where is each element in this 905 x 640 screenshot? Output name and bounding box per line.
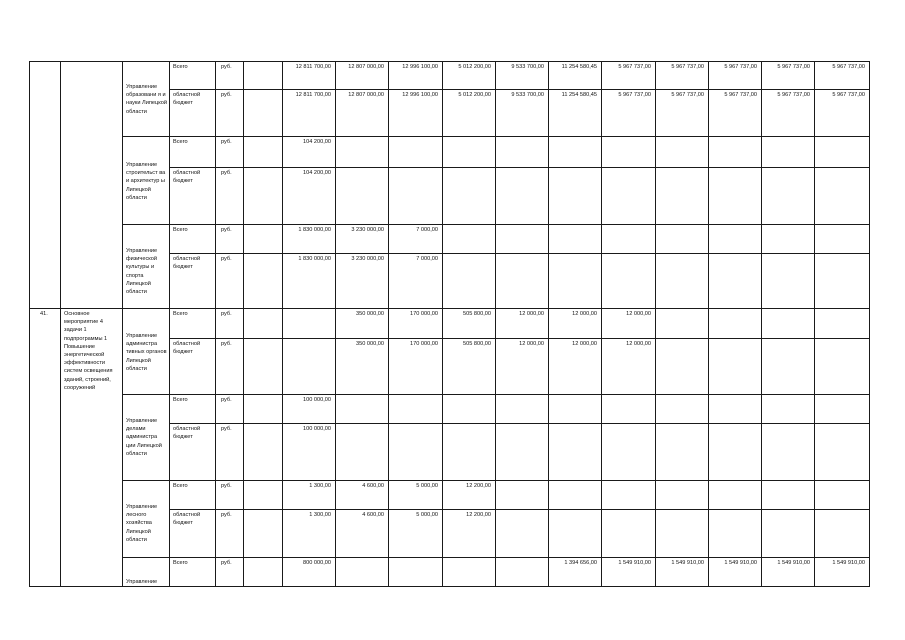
- amount-cell: 505 800,00: [463, 341, 491, 347]
- amount-cell: 5 967 737,00: [832, 64, 865, 70]
- row-divider: [169, 509, 870, 510]
- source-total: Всего: [173, 311, 188, 317]
- amount-cell: 12 200,00: [466, 512, 491, 518]
- measure-description: Основное мероприятие 4 задачи 1 подпрограммы 1 Повышение энергетической эффективности систем освещения зданий, строений, сооружений: [64, 311, 113, 391]
- amount-cell: 5 967 737,00: [618, 64, 651, 70]
- column-divider: [169, 61, 170, 586]
- amount-cell: 11 254 580,45: [561, 64, 597, 70]
- amount-cell: 1 549 910,00: [671, 560, 704, 566]
- row-divider: [169, 167, 870, 168]
- amount-cell: 12 000,00: [572, 311, 597, 317]
- units-label: руб.: [221, 512, 232, 518]
- units-label: руб.: [221, 139, 232, 145]
- row-divider: [169, 89, 870, 90]
- amount-cell: 5 000,00: [416, 512, 438, 518]
- source-total: Всего: [173, 560, 188, 566]
- units-label: руб.: [221, 426, 232, 432]
- column-divider: [655, 61, 656, 586]
- column-divider: [548, 61, 549, 586]
- amount-cell: 1 830 000,00: [298, 227, 331, 233]
- column-divider: [388, 61, 389, 586]
- amount-cell: 5 967 737,00: [671, 64, 704, 70]
- row-divider: [29, 61, 870, 62]
- row-divider: [122, 136, 870, 137]
- amount-cell: 12 811 700,00: [295, 64, 331, 70]
- row-divider: [169, 253, 870, 254]
- agency-name: Управление лесного хозяйства Липецкой области: [126, 504, 158, 543]
- units-label: руб.: [221, 560, 232, 566]
- amount-cell: 5 967 737,00: [724, 92, 757, 98]
- column-divider: [122, 61, 123, 586]
- column-divider: [442, 61, 443, 586]
- amount-cell: 12 807 000,00: [348, 92, 384, 98]
- amount-cell: 5 967 737,00: [832, 92, 865, 98]
- source-regional: областной бюджет: [173, 170, 201, 185]
- amount-cell: 5 000,00: [416, 483, 438, 489]
- source-regional: областной бюджет: [173, 512, 201, 527]
- amount-cell: 4 600,00: [362, 512, 384, 518]
- column-divider: [869, 61, 870, 586]
- units-label: руб.: [221, 483, 232, 489]
- amount-cell: 9 533 700,00: [511, 64, 544, 70]
- units-label: руб.: [221, 311, 232, 317]
- agency-name: Управление делами администра ции Липецкой области: [126, 418, 162, 457]
- amount-cell: 4 600,00: [362, 483, 384, 489]
- amount-cell: 1 549 910,00: [618, 560, 651, 566]
- column-divider: [29, 61, 30, 586]
- units-label: руб.: [221, 397, 232, 403]
- amount-cell: 104 200,00: [303, 139, 331, 145]
- amount-cell: 350 000,00: [356, 341, 384, 347]
- amount-cell: 12 000,00: [626, 341, 651, 347]
- amount-cell: 1 549 910,00: [777, 560, 810, 566]
- amount-cell: 12 996 100,00: [402, 64, 438, 70]
- amount-cell: 1 549 910,00: [832, 560, 865, 566]
- amount-cell: 104 200,00: [303, 170, 331, 176]
- amount-cell: 1 300,00: [309, 483, 331, 489]
- budget-table: [29, 61, 869, 586]
- source-total: Всего: [173, 397, 188, 403]
- units-label: руб.: [221, 256, 232, 262]
- agency-name: Управление администра тивных органов Липецкой области: [126, 333, 167, 372]
- source-regional: областной бюджет: [173, 256, 201, 271]
- row-divider: [122, 557, 870, 558]
- amount-cell: 5 012 200,00: [458, 92, 491, 98]
- column-divider: [708, 61, 709, 586]
- agency-name: Управление образовани я и науки Липецкой области: [126, 84, 167, 115]
- amount-cell: 5 967 737,00: [777, 92, 810, 98]
- row-divider: [169, 338, 870, 339]
- amount-cell: 12 000,00: [519, 311, 544, 317]
- amount-cell: 5 967 737,00: [671, 92, 704, 98]
- column-divider: [215, 61, 216, 586]
- amount-cell: 100 000,00: [303, 397, 331, 403]
- column-divider: [495, 61, 496, 586]
- column-divider: [60, 61, 61, 586]
- row-number: 41.: [40, 311, 48, 317]
- amount-cell: 11 254 580,45: [561, 92, 597, 98]
- amount-cell: 7 000,00: [416, 256, 438, 262]
- amount-cell: 170 000,00: [410, 311, 438, 317]
- amount-cell: 5 967 737,00: [724, 64, 757, 70]
- amount-cell: 1 394 656,00: [564, 560, 597, 566]
- source-total: Всего: [173, 139, 188, 145]
- amount-cell: 800 000,00: [303, 560, 331, 566]
- row-divider: [122, 308, 870, 309]
- units-label: руб.: [221, 92, 232, 98]
- amount-cell: 7 000,00: [416, 227, 438, 233]
- row-divider: [122, 224, 870, 225]
- column-divider: [243, 61, 244, 586]
- agency-name: Управление физической культуры и спорта Липецкой области: [126, 248, 158, 296]
- amount-cell: 12 811 700,00: [295, 92, 331, 98]
- amount-cell: 1 300,00: [309, 512, 331, 518]
- source-total: Всего: [173, 483, 188, 489]
- agency-name: Управление: [126, 579, 158, 585]
- column-divider: [601, 61, 602, 586]
- source-regional: областной бюджет: [173, 426, 201, 441]
- amount-cell: 12 996 100,00: [402, 92, 438, 98]
- source-total: Всего: [173, 227, 188, 233]
- amount-cell: 5 967 737,00: [618, 92, 651, 98]
- amount-cell: 5 967 737,00: [777, 64, 810, 70]
- row-divider: [122, 480, 870, 481]
- row-divider: [122, 394, 870, 395]
- amount-cell: 12 000,00: [626, 311, 651, 317]
- source-regional: областной бюджет: [173, 341, 201, 356]
- amount-cell: 3 230 000,00: [351, 256, 384, 262]
- units-label: руб.: [221, 341, 232, 347]
- column-divider: [761, 61, 762, 586]
- amount-cell: 350 000,00: [356, 311, 384, 317]
- amount-cell: 3 230 000,00: [351, 227, 384, 233]
- column-divider: [335, 61, 336, 586]
- amount-cell: 12 200,00: [466, 483, 491, 489]
- row-divider: [169, 423, 870, 424]
- amount-cell: 1 830 000,00: [298, 256, 331, 262]
- amount-cell: 170 000,00: [410, 341, 438, 347]
- amount-cell: 12 000,00: [519, 341, 544, 347]
- units-label: руб.: [221, 170, 232, 176]
- units-label: руб.: [221, 64, 232, 70]
- source-total: Всего: [173, 64, 188, 70]
- amount-cell: 1 549 910,00: [724, 560, 757, 566]
- amount-cell: 5 012 200,00: [458, 64, 491, 70]
- column-divider: [814, 61, 815, 586]
- amount-cell: 9 533 700,00: [511, 92, 544, 98]
- amount-cell: 505 800,00: [463, 311, 491, 317]
- amount-cell: 12 807 000,00: [348, 64, 384, 70]
- agency-name: Управление строительст ва и архитектур ы Липецкой области: [126, 162, 166, 201]
- units-label: руб.: [221, 227, 232, 233]
- source-regional: областной бюджет: [173, 92, 201, 107]
- amount-cell: 12 000,00: [572, 341, 597, 347]
- amount-cell: 100 000,00: [303, 426, 331, 432]
